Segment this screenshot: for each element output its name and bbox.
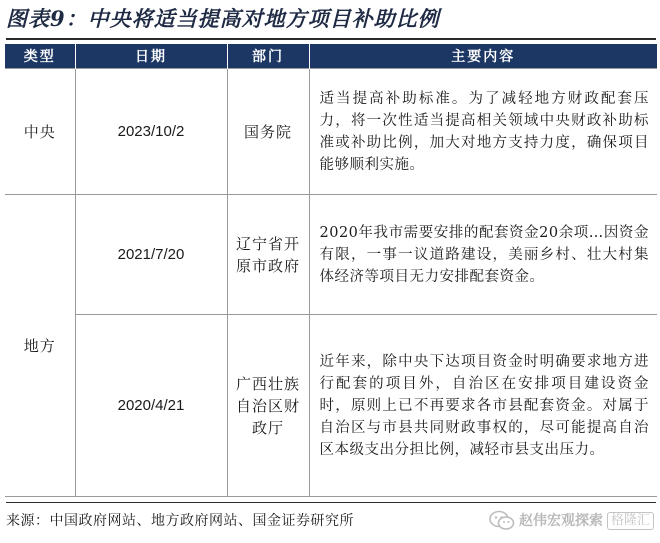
source-note: 来源：中国政府网站、地方政府网站、国金证券研究所 bbox=[6, 513, 354, 529]
type-cell: 中央 bbox=[5, 69, 75, 195]
watermark-text: 赵伟宏观探索 bbox=[518, 513, 603, 529]
table-header-row bbox=[5, 44, 657, 69]
content-cell bbox=[309, 195, 657, 315]
dept-text: 辽宁省开原市政府 bbox=[235, 234, 300, 275]
table-row bbox=[5, 69, 657, 195]
header-dept: 部门 bbox=[227, 44, 309, 69]
dept-text: 广西壮族自治区财政厅 bbox=[235, 374, 300, 437]
header-content: 主要内容 bbox=[309, 44, 657, 69]
header-date: 日期 bbox=[75, 44, 227, 69]
table-row bbox=[5, 195, 657, 315]
bottom-divider bbox=[6, 502, 656, 503]
figure-title: 图表9：中央将适当提高对地方项目补助比例 bbox=[6, 6, 440, 31]
wechat-icon bbox=[489, 510, 515, 532]
content-cell bbox=[309, 69, 657, 195]
title-divider bbox=[6, 38, 656, 40]
content-text: 2020年我市需要安排的配套资金20余项…因资金有限，一事一议道路建设，美丽乡村、壮大村集体经济等项目无力安排配套资金。 bbox=[319, 224, 649, 285]
table-row bbox=[5, 315, 657, 497]
content-cell bbox=[309, 315, 657, 497]
date-cell: 2023/10/2 bbox=[75, 69, 227, 195]
policy-table bbox=[5, 44, 657, 497]
date-cell: 2021/7/20 bbox=[75, 195, 227, 315]
date-cell: 2020/4/21 bbox=[75, 315, 227, 497]
type-cell: 地方 bbox=[5, 195, 75, 497]
header-type: 类型 bbox=[5, 44, 75, 69]
watermark-brand: 格隆汇 bbox=[607, 512, 654, 530]
content-text: 近年来，除中央下达项目资金时明确要求地方进行配套的项目外，自治区在安排项目建设资金时，原则上已不再要求各市县配套资金。对属于自治区与市县共同财政事权的，尽可能提高自治区本级支出分担比例，减轻市县支出压力。 bbox=[319, 353, 649, 458]
dept-cell bbox=[227, 195, 309, 315]
dept-cell bbox=[227, 315, 309, 497]
watermark bbox=[489, 506, 654, 536]
content-text: 适当提高补助标准。为了减轻地方财政配套压力，将一次性适当提高相关领域中央财政补助标准或补助比例，加大对地方支持力度，确保项目能够顺利实施。 bbox=[319, 90, 649, 173]
dept-cell: 国务院 bbox=[227, 69, 309, 195]
